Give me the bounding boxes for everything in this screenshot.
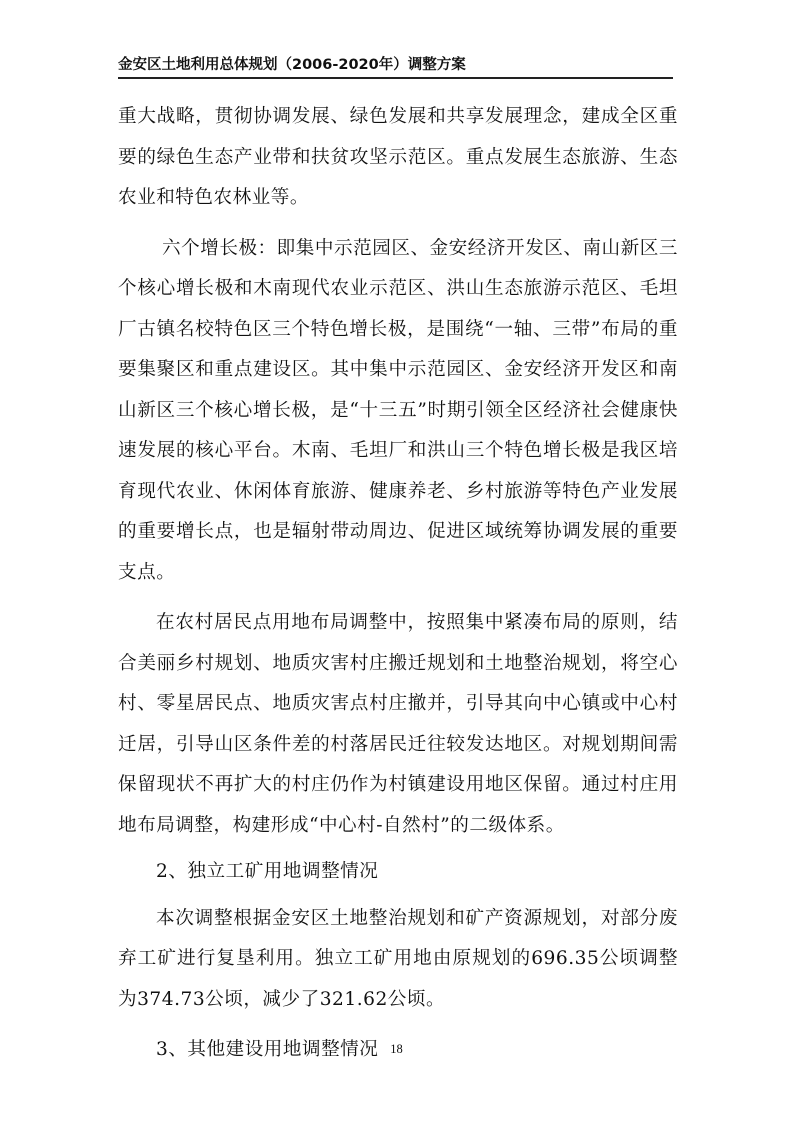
document-body [118, 97, 678, 1071]
page-number: 18 [390, 1042, 403, 1056]
document-title: 金安区土地利用总体规划（2006-2020年）调整方案 [118, 57, 466, 73]
page-header [118, 51, 673, 79]
section-heading-other-construction: 3、其他建设用地调整情况 [156, 1039, 379, 1060]
paragraph-six-growth-poles: 六个增长极：即集中示范园区、金安经济开发区、南山新区三个核心增长极和木南现代农业示范区、洪山生态旅游示范区、毛坦厂古镇名校特色区三个特色增长极，是围绕“一轴、三带”布局的重要集聚区和重点建设区。其中集中示范园区、金安经济开发区和南山新区三个核心增长极，是“十三五”时期引领全区经济社会健康快速发展的核心平台。木南、毛坦厂和洪山三个特色增长极是我区培育现代农业、休闲体育旅游、健康养老、乡村旅游等特色产业发展的重要增长点，也是辐射带动周边、促进区域统筹协调发展的重要支点。 [118, 237, 678, 583]
paragraph-rural-settlement: 在农村居民点用地布局调整中，按照集中紧凑布局的原则，结合美丽乡村规划、地质灾害村庄搬迁规划和土地整治规划，将空心村、零星居民点、地质灾害点村庄撤并，引导其向中心镇或中心村迁居，引导山区条件差的村落居民迁往较发达地区。对规划期间需保留现状不再扩大的村庄仍作为村镇建设用地区保留。通过村庄用地布局调整，构建形成“中心村-自然村”的二级体系。 [118, 612, 678, 836]
section-heading-industrial-mining: 2、独立工矿用地调整情况 [156, 861, 379, 882]
paragraph-industrial-mining: 本次调整根据金安区土地整治规划和矿产资源规划，对部分废弃工矿进行复垦利用。独立工矿用地由原规划的696.35公顷调整为374.73公顷，减少了321.62公顷。 [118, 907, 678, 1010]
paragraph-strategy-continued: 重大战略，贯彻协调发展、绿色发展和共享发展理念，建成全区重要的绿色生态产业带和扶贫攻坚示范区。重点发展生态旅游、生态农业和特色农林业等。 [118, 106, 678, 208]
